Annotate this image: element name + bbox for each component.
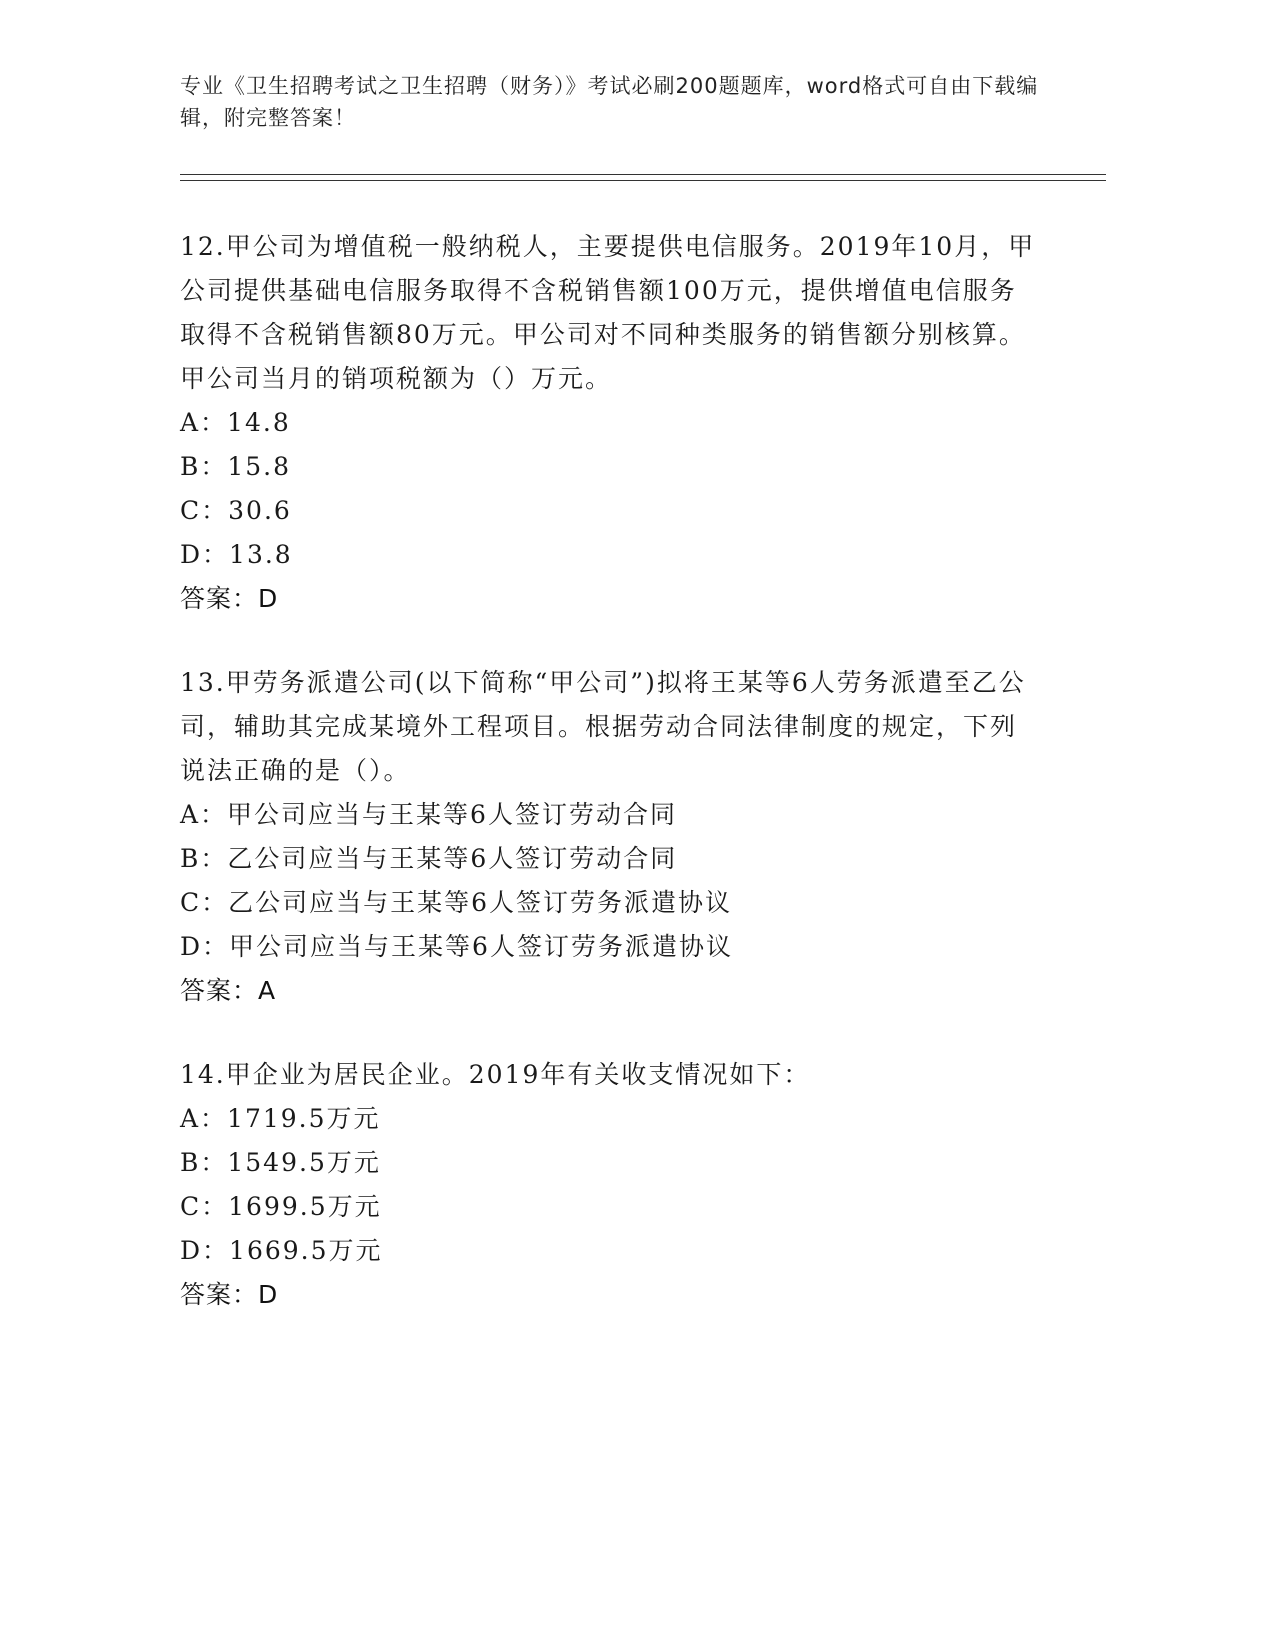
question-13	[180, 661, 1040, 1013]
option-c: C：30.6	[180, 496, 292, 525]
header-divider-top	[180, 174, 1106, 175]
option-b: B：乙公司应当与王某等6人签订劳动合同	[180, 844, 678, 873]
question-12	[180, 225, 1040, 621]
option-b: B：1549.5万元	[180, 1148, 381, 1177]
option-d: D：甲公司应当与王某等6人签订劳务派遣协议	[180, 932, 733, 961]
answer: 答案：A	[180, 976, 277, 1005]
question-14	[180, 1053, 1040, 1317]
document-header: 专业《卫生招聘考试之卫生招聘（财务）》考试必刷200题题库，word格式可自由下载编辑，附完整答案！	[180, 74, 1039, 130]
answer: 答案：D	[180, 1280, 279, 1309]
question-text: 14.甲企业为居民企业。2019年有关收支情况如下：	[180, 1060, 811, 1089]
option-d: D：1669.5万元	[180, 1236, 383, 1265]
option-a: A：14.8	[180, 408, 291, 437]
option-a: A：1719.5万元	[180, 1104, 381, 1133]
option-c: C：1699.5万元	[180, 1192, 382, 1221]
option-a: A：甲公司应当与王某等6人签订劳动合同	[180, 800, 677, 829]
option-d: D：13.8	[180, 540, 293, 569]
option-c: C：乙公司应当与王某等6人签订劳务派遣协议	[180, 888, 733, 917]
answer: 答案：D	[180, 584, 279, 613]
header-divider-bottom	[180, 180, 1106, 181]
option-b: B：15.8	[180, 452, 292, 481]
question-text: 12.甲公司为增值税一般纳税人，主要提供电信服务。2019年10月，甲公司提供基础电信服务取得不含税销售额100万元，提供增值电信服务取得不含税销售额80万元。甲公司对不同种类服务的销售额分别核算。甲公司当月的销项税额为（）万元。	[180, 232, 1036, 393]
question-text: 13.甲劳务派遣公司(以下简称“甲公司”)拟将王某等6人劳务派遣至乙公司，辅助其完成某境外工程项目。根据劳动合同法律制度的规定，下列说法正确的是（）。	[180, 668, 1026, 785]
